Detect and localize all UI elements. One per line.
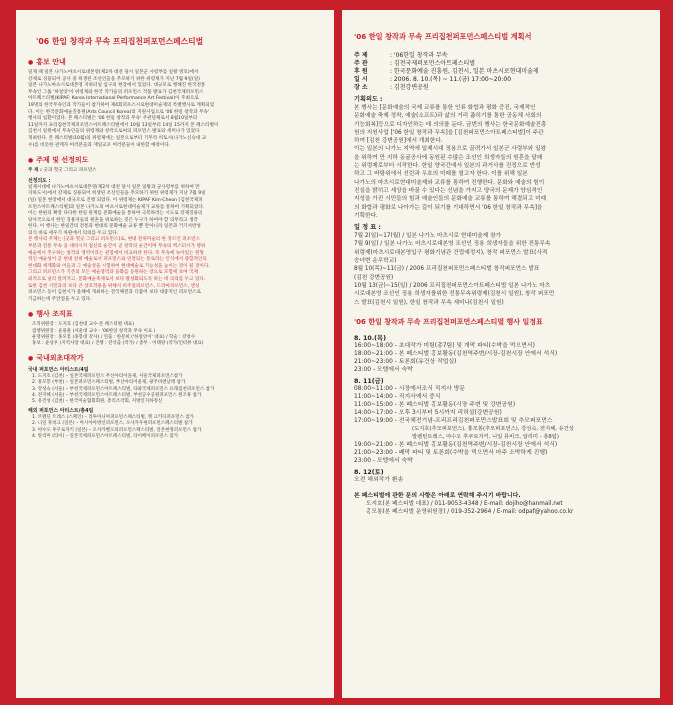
process-line: 7월 2(일)~17(월) / 일본 나가노 마츠시로 현대미술제 참가 — [354, 233, 502, 240]
process-line: 스 발표(김천시 일원), 한일 창작과 무속 세미나(김천시 일원) — [354, 299, 504, 306]
plan-line: 원의 지원사업 ['06 한일 창작과 무속]을 [김천퍼포먼스아트페스티벌]이 주관 — [354, 129, 544, 136]
info-row — [354, 60, 648, 68]
org-line: 집행위원장 : 윤용훈 (서울대 교수 · '06한일 창작과 무속 이표 ) — [32, 328, 156, 334]
org-section — [28, 309, 324, 347]
schedule-title: '06 한일 창작과 무속 프리집천퍼포먼스페스티벌 행사 일정표 — [354, 317, 543, 326]
slot-time: 18:00~21:00 — [354, 350, 393, 357]
right-panel-title: '06 한일 창작과 무속 프리집천퍼포먼스페스티벌 계획서 — [354, 32, 532, 41]
slot-time: 21:00~23:00 — [354, 358, 393, 365]
domestic-artist-line: 1. 도지호 (김천) – 일본국제퍼포먼스 무신아티어올제, 서울국제퍼포먼스참가 — [32, 374, 183, 380]
slot-time: 08:00~11:00 — [354, 385, 393, 392]
process-line: 10월 13(금)~15(일) / 2006 프리집천퍼포먼스아트페스티벌 일본 나가노 마츠 — [354, 282, 551, 289]
schedule-slot — [354, 476, 648, 484]
theme-line: 외적으로 널리 알려지고, 문화예술축제로서 보다 활성화되도록 하는 데 의의를 두고 있다. — [28, 277, 206, 283]
slot-desc: 발렌틴트레스, 야수오 후쿠로자키, 니일 뮤비크, 알리미 - 총8팀) — [412, 433, 559, 440]
schedule-slot — [354, 433, 648, 441]
org-heading: ● 행사 조직표 — [28, 309, 324, 319]
theme-heading: ● 주제 및 선정의도 — [28, 155, 324, 165]
left-panel — [16, 10, 334, 698]
info-row — [354, 68, 648, 76]
schedule-table — [342, 333, 660, 484]
foreign-artist-line: 3. 야수오 후쿠로자키 (일본) – 오사카벤오피퍼포먼스페스티벌, 일본현정퍼포먼스 참가 — [32, 427, 202, 433]
contact-block — [354, 492, 648, 517]
promo-line: 11일까지 프리집천국제퍼포먼스아트페스티벌에서 10월 13일부터 14일 15까지 본 페스티벌이 — [28, 122, 219, 128]
info-key: 주 제 — [354, 52, 368, 59]
info-row — [354, 52, 648, 60]
slot-desc: - 모텔에서 숙박 — [372, 366, 413, 373]
plan-line: 하고 그 바탕위에서 선린과 우호의 미래를 열고자 한다. 이를 위해 일본 — [354, 171, 528, 178]
slot-desc: - 직지사에서 중식 — [394, 393, 441, 400]
plan-line: 는 위령제로부터 시작한다. 한일 양국간에서 일본의 과거사를 진정으로 반성 — [354, 163, 541, 170]
org-line: 홍보 : 윤상우 (지역사랑 대표) / 진행 : 진석출 (작가) / 총무 : 이태양 (작가/인터뷰 대표) — [32, 341, 204, 347]
slot-time: 21:00~23:00 — [354, 449, 393, 456]
plan-line: 이는 일본의 나가노 지역에 일제시대 징용으로 끌려가서 일본군 사령부와 일왕 — [354, 146, 547, 153]
theme-subject-value: 굿과 헛굿 그리고 퍼포먼스 — [43, 168, 97, 174]
foreign-label: 해외 퍼포먼스 아티스트/총4팀 — [28, 408, 94, 415]
promo-line: 아트페스티벌(KIPAF: Korea International Performance Art Festival)이 주최으로 — [28, 96, 199, 102]
theme-line: 퍼포먼스 등이 김천시가 올해에 개최하는 전국체전과 더불어 보다 대중적인 퍼포먼스로 — [28, 290, 201, 296]
slot-time: 11:00~14:00 — [354, 393, 393, 400]
contact-line: 홍모봉(본 페스티벌 운영위원장) / 019-352-2964 / E-mail: odpaf@yahoo.co.kr — [366, 509, 574, 516]
schedule-slot — [354, 358, 648, 366]
theme-section — [28, 155, 324, 303]
right-panel — [342, 10, 660, 698]
theme-subject — [28, 168, 324, 175]
theme-intent-label: 선정의도 : — [28, 177, 51, 184]
info-row — [354, 76, 648, 84]
plan-line: 문화예술 축제 정착, 예술(소프트)과 삶의 거리 좁히기를 통한 공동체 사회의 — [354, 113, 542, 120]
promo-line: 다. 이는 한국문화예술진흥원(Arts Council Korea)의 지원사업으로 '06 한일 창작과 무속' — [28, 109, 210, 115]
promo-line: 19명의 한국무속인과 작가들이 참가하여 제4회퍼포스시로현대미술제의 특별행사로 계획되었 — [28, 102, 215, 108]
theme-line: 이는 한편의 확장 다다한 한일 관계를 문화예술을 통하여 극복하려는 시도로 강제징용의 — [28, 211, 203, 217]
slot-time: 16:00~18:00 — [354, 342, 393, 349]
schedule-slot — [354, 409, 648, 417]
promo-body — [28, 70, 324, 149]
domestic-artist-line: 3. 강성숙 (서울) – 부천국제퍼포먼스아트페스티벌, 타퐈국제퍼포먼스 프래집천퍼포먼스 참가 — [32, 386, 215, 392]
slot-desc: - 전국체전기념-프리프리김천퍼포먼스발표회 및 추모퍼포먼스 — [394, 417, 553, 424]
theme-line: 지하도시)에서 강제로 징용되어 희생된 조선인들을 추모하기 위한 위령제가 지난 7월 9일 — [28, 191, 206, 197]
theme-line: 일제시대에 나가노마츠시로대본영(제2차 대전 당시 일본 일왕과 군사령부를 위하여 만 — [28, 184, 200, 190]
foreign-artist-line: 2. 니일 뮤비크 (일본) – 아시아아방신퍼포먼스, 오사카우편퍼포먼스페스티벌 참가 — [32, 421, 193, 427]
schedule-slot — [354, 350, 648, 358]
slot-desc: - 초대작가 미팅(총7팀) 및 개막 파티(수박을 먹으면서) — [394, 342, 535, 349]
theme-line: 그리고 퍼포먼스가 기존의 모든 예술영역과 융화를 동원하는 장으로 모험에 보여 국제 — [28, 270, 198, 276]
left-panel-title: '06 한일 창작과 무속 프리집천퍼포먼스페스티벌 — [36, 37, 204, 46]
slot-desc: - 모텔에서 숙박 — [372, 457, 413, 464]
theme-line: 기금하는데 주안점을 두고 있다. — [28, 296, 92, 302]
info-value: : 김천국제퍼포먼스아트페스티벌 — [390, 60, 476, 67]
process-line: 8월 10(목)~11(금) / 2006 프리집천퍼포먼스페스티벌 창작퍼포먼스 발표 — [354, 266, 540, 273]
plan-line: 의 화합과 평화로 나아가는 길이 되기를 기대하면서 '06 한일 창작과 무속]을 — [354, 204, 543, 211]
theme-body — [28, 185, 324, 304]
slot-desc: - 본 페스티벌 홍보활동(시장 주변 및 강변공원) — [394, 401, 516, 408]
plan-line: 하여 [김천 강변공원]에서 개최한다. — [354, 138, 443, 145]
theme-line: 본 행사의 주제는 [굿과 헛굿 그리고 퍼포먼스]로, 현대 전위미술의 한 장르인 퍼포먼스 — [28, 237, 200, 243]
slot-time: 23:00 — [354, 366, 371, 373]
process-line: 위령제(마츠시로대본영입구 평화기념관 건립예정지), 창작 퍼포먼스 발표(사적 — [354, 249, 548, 256]
slot-desc: - 본 페스티벌 홍보활동(김천역주변/시장-김천시장 안에서 석식) — [394, 441, 558, 448]
info-value: : 김천강변공원 — [390, 84, 429, 91]
process-label: 일 정 표 : — [354, 224, 381, 232]
contact-lines — [354, 500, 648, 517]
org-body — [28, 322, 324, 347]
promo-line: 일본 나가노마츠시로대본영 지하터널 입구의 현장에서 있었다. 대규모로 행해진 한국전통 — [28, 83, 206, 89]
process-line: (김천 강변공원) — [354, 274, 394, 281]
theme-line: 예술에서 추구하는 창작의 영역이라는 관점에서 비교하려 한다. 즉 무속에 녹아있는 원형 — [28, 250, 204, 256]
schedule-slot — [354, 366, 648, 374]
plan-line: 진실을 밝히고 세상을 바꿀 수 있다는 신념을 가지고 양국의 문제가 양심적인 — [354, 187, 543, 194]
plan-label: 기획의도 : — [354, 96, 383, 103]
artists-section — [28, 353, 324, 440]
schedule-slot — [354, 441, 648, 449]
event-info — [342, 52, 660, 92]
theme-line: 현대화 세계화와 이들과 그 예술성을 시험하여 현대예술로 가능성을 높이는 것이 될 것이다. — [28, 263, 210, 269]
info-value: : 2006. 8. 10.(목) ~ 11.(금) 17:00~20:00 — [390, 76, 512, 83]
promo-line: 강제로 징용되어 공사 중 희생된 조선인들을 추모하기 위한 위령제가 지난 7월 9일(일) — [28, 76, 200, 82]
theme-line: 포먼스아트페스티벌]과 일본 나가노의 마츠시로현대미술제가 교류를 통하여 기획되었다. — [28, 204, 205, 210]
schedule-slot — [354, 401, 648, 409]
schedule-slot — [354, 342, 648, 350]
domestic-list — [28, 374, 324, 405]
schedule-slot — [354, 457, 648, 465]
slot-time: 14:00~17:00 — [354, 409, 393, 416]
slot-time: 17:00~19:00 — [354, 417, 393, 424]
theme-line: 부분과 전통 무속 을 대비시켜 접신의 순간이 곧 창작의 순간이며 무속의 엑스터시가 행위 — [28, 244, 206, 250]
info-key: 주 관 — [354, 60, 368, 67]
theme-subject-label: 주 제 : — [28, 168, 42, 174]
plan-line: 기능회복]등으로 디자인하는 데 의의를 둔다. 금번의 행사는 한국문화예술진흥 — [354, 121, 547, 128]
slot-desc: - 오후 3시부터 5시까지 리허설(강변공원) — [394, 409, 502, 416]
theme-line: 한다. 이 행사는 한일간의 전통과 현대의 문화예술 교류 뿐 만아니라 일본과 거기서반성 — [28, 224, 201, 230]
slot-time: 19:00~21:00 — [354, 441, 393, 448]
info-value: : 한국문화예술 진흥원, 김천시, 일본 마츠시로현대미술제 — [390, 68, 539, 75]
promo-line: 행사의 일환이었다. 본 페스티벌은 '06 한일 창작과 무속' 주관단체로서 8월10일부터 — [28, 116, 198, 122]
promo-section — [28, 57, 324, 149]
info-value: : '06한일 창작과 무속 — [390, 52, 448, 59]
promo-line: 일제 때 일본 나가노마츠시로대본영(제2차 대전 당시 일본군 사령부를 일왕 방호)에서 — [28, 70, 199, 75]
org-line: 운영위원장 : 홍모봉 (홍봉대 강사) / 연출 : 한문희 ('하얼앗이' 대표) / 학술 : 강창수 — [32, 334, 196, 340]
slot-desc: - 시장에서조식 직지사 방문 — [394, 385, 466, 392]
info-row — [354, 84, 648, 92]
slot-desc: - 폐막 파티 및 토론회(수박을 먹으면서 마주 소박하게 진행) — [394, 449, 548, 456]
slot-desc: - 토론회(유건상 작업실) — [394, 358, 457, 365]
foreign-artist-line: 1. 브렌딘 트레스 (스페인) – 리투아니아퍼포먼스페스티벌, 엥 크카디퍼포먼스 참가 — [32, 415, 195, 421]
schedule-slot — [354, 449, 648, 457]
domestic-artist-line: 5. 유건성 (김천) – 한국미술협회회원, 총리조각회, 지방인지하정신 — [32, 399, 163, 405]
schedule-slot — [354, 417, 648, 425]
plan-body — [342, 104, 660, 220]
slot-time: 23:00 — [354, 457, 371, 464]
slot-time: 11:00~15:00 — [354, 401, 393, 408]
promo-line: 수)를 비롯한 관계자 여러분들과 재일교포 여러분들이 내한할 예정이다. — [28, 142, 171, 148]
domestic-artist-line: 2. 홍모봉 (부천) – 일본퍼포먼스페스티벌, 부산아티어울제, 광주비엔날레 참가 — [32, 380, 186, 386]
slot-desc: - 본 페스티벌 홍보활동(김천역주변/시장-김천시장 안에서 석식) — [394, 350, 558, 357]
theme-line: 당사국으로서 한인 징용자들의 원혼을 위로하는 것은 누구가 하여야 할 의무라고 생각 — [28, 217, 198, 223]
contact-line: 도지호(본 페스티벌 대표) / 011-9053-4348 / E-mail: dojiho@hanmail.net — [366, 500, 563, 507]
schedule-day: 8. 11(금) — [354, 377, 384, 385]
domestic-label: 국내 퍼포먼스 아티스트/4팀 — [28, 367, 89, 374]
plan-line: 나가노의 마츠시로현대미술제와 교류를 통하여 진행한다. 문화와 예술의 힘이 — [354, 179, 545, 186]
schedule-slot — [354, 425, 648, 433]
info-key: 장 소 — [354, 84, 368, 91]
plan-line: 기획한다. — [354, 212, 378, 219]
schedule-slot — [354, 393, 648, 401]
promo-line: 무속인 그룹 '하얼앗'이 위령제와 한국 작가들의 퍼포먼스 작품 발표가 김천국제퍼포먼스 — [28, 89, 204, 95]
foreign-list — [28, 415, 324, 440]
promo-heading: ● 홍보 안내 — [28, 57, 324, 67]
artists-heading: ● 국내외초대작가 — [28, 353, 324, 363]
slot-desc: (도지호(추모퍼포먼스), 홍모봉(추모퍼포먼스), 강성숙, 전지혜, 유건상 — [412, 425, 574, 432]
theme-line: (일) 일본 현장에서 대규모로 진행 되었다. 이 위령제는 KIPAF Kim-Cheon [김천국제퍼 — [28, 197, 203, 203]
contact-intro-text: 본 페스티벌에 관한 문의 사항은 아래로 연락해 주시기 바랍니다. — [354, 492, 521, 499]
plan-line: 본 행사는 [문화예술의 국제 교류를 통한 인류 화합과 평화 증진, 국제적인 — [354, 105, 536, 111]
foreign-artist-line: 4. 알리미 (티이) – 일본국제퍼포먼스아트페스티벌, 타이베이퍼포먼스 참가 — [32, 433, 179, 439]
theme-line: 의식 바로 세우기 차원에서 의의를 두고 있다. — [28, 230, 119, 236]
info-key: 일 시 — [354, 76, 368, 83]
process-line: 7월 9(일) / 일본 나가노 마츠시로대본영 조선인 징용 희생자들을 위한 전통무속 — [354, 241, 551, 248]
slot-desc: 오전 해외작가 환송 — [354, 476, 404, 483]
promo-line: 김천시 일원에서 무속인들의 위령제와 창작으로써의 퍼포먼스 발표와 세미나가 있었다 — [28, 129, 200, 135]
promo-line: 개최한다. 본 페스티벌(10월)의 위령제에는 일본으로부터 기무라 히토시(나가노신슈대 교 — [28, 135, 207, 141]
schedule-slot — [354, 385, 648, 393]
domestic-artist-line: 4. 전지혜 (서울) – 부천국제퍼포먼스아트페스티벌, 부천공수공원퍼포먼스 원조휴 참가 — [32, 392, 202, 398]
plan-line: 지성을 가진 시민들의 힘과 예술인들의 문화예술 교류를 통하여 해결되고 미래 — [354, 196, 547, 203]
process-line: 시로대본영 조선인 징용 희생자를위한 전통무속위령제(김천시 일원), 창작 퍼포먼 — [354, 291, 555, 298]
theme-line: 또한 김천 시민과의 보다 큰 상호작용을 위해서 비주얼퍼포먼스, 드라마퍼포먼스, 앤싱 — [28, 283, 200, 289]
contact-intro — [354, 492, 648, 500]
org-line: 조직위원장 : 도지호 (김천대 교수·본 페스티벌 대표) — [32, 322, 134, 328]
info-key: 후 원 — [354, 68, 368, 75]
schedule-day: 8. 12(토) — [354, 468, 384, 476]
process-body — [342, 232, 660, 307]
process-line: 숭녀변 운무학교) — [354, 258, 397, 265]
schedule-day: 8. 10.(목) — [354, 334, 386, 342]
theme-line: 적인 예술성이 곧 현대 전위 예술로서 퍼포먼스와 연결되는 통로라는 인식에서 종합적인의 — [28, 257, 207, 263]
plan-line: 을 위하여 만 지하 동굴공사에 동원된 수많은 조선인 희생자들의 원혼을 달래 — [354, 154, 543, 161]
